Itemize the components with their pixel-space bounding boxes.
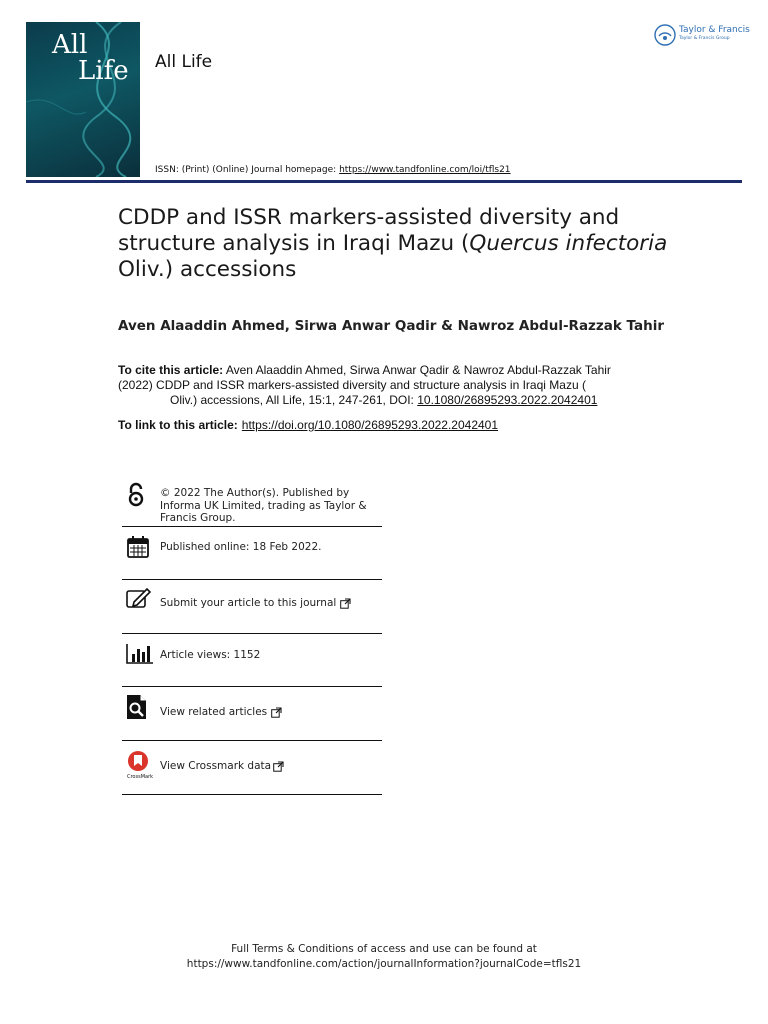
crossmark-link[interactable]	[160, 760, 284, 773]
publisher-tagline: Taylor & Francis Group	[679, 36, 730, 41]
issn-prefix: ISSN: (Print) (Online) Journal homepage:	[155, 165, 340, 175]
document-search-icon	[126, 694, 148, 720]
crossmark-text: View Crossmark data	[160, 760, 272, 772]
footer	[0, 942, 768, 972]
external-link-icon	[271, 707, 282, 718]
title-species-italic: Quercus infectoria	[469, 231, 668, 256]
submit-article-link[interactable]	[160, 597, 351, 610]
article-views: Article views: 1152	[160, 649, 261, 661]
related-row[interactable]	[122, 687, 382, 741]
related-articles-text: View related articles	[160, 706, 268, 718]
article-info-list	[122, 478, 382, 795]
open-access-text: © 2022 The Author(s). Published by Informa UK Limited, trading as Taylor & Francis Group.	[160, 487, 367, 524]
related-articles-link[interactable]	[160, 706, 282, 719]
article-authors: Aven Alaaddin Ahmed, Sirwa Anwar Qadir & Nawroz Abdul-Razzak Tahir	[118, 318, 665, 334]
citation-text-1: Aven Alaaddin Ahmed, Sirwa Anwar Qadir & Nawroz Abdul-Razzak Tahir (2022) CDDP and ISSR markers-assisted diversity and structure analysis in Iraqi Mazu (	[118, 363, 611, 392]
journal-cover-image	[26, 22, 140, 177]
views-row	[122, 634, 382, 687]
citation-label: To cite this article:	[118, 363, 224, 377]
article-title	[118, 205, 678, 283]
submit-row[interactable]	[122, 580, 382, 634]
publisher-logo-icon	[654, 24, 676, 46]
citation-text-2: Oliv.) accessions, All Life, 15:1, 247-261, DOI:	[170, 393, 418, 407]
citation-block	[118, 363, 638, 408]
citation-doi-link[interactable]: 10.1080/26895293.2022.2042401	[417, 393, 598, 407]
title-part-2: Oliv.) accessions	[118, 257, 297, 282]
crossmark-row[interactable]	[122, 741, 382, 795]
citation-line-indented	[118, 393, 638, 408]
external-link-icon	[340, 598, 351, 609]
journal-name: All Life	[155, 52, 213, 72]
submit-article-text: Submit your article to this journal	[160, 597, 337, 609]
cover-title-all: All	[52, 30, 88, 60]
title-part-1: CDDP and ISSR markers-assisted diversity and structure analysis in Iraqi Mazu (	[118, 205, 620, 256]
article-link-label: To link to this article:	[118, 418, 238, 432]
published-date: Published online: 18 Feb 2022.	[160, 541, 322, 553]
edit-icon	[126, 588, 152, 610]
publisher-logo[interactable]	[654, 22, 750, 48]
article-link-block	[118, 418, 498, 432]
footer-terms-url[interactable]: https://www.tandfonline.com/action/journalInformation?journalCode=tfls21	[186, 958, 582, 970]
header-rule	[26, 180, 742, 183]
cover-title-life: Life	[78, 56, 129, 86]
external-link-icon	[273, 761, 284, 772]
open-access-row	[122, 478, 382, 527]
journal-homepage-link[interactable]: https://www.tandfonline.com/loi/tfls21	[339, 165, 511, 175]
article-doi-url[interactable]: https://doi.org/10.1080/26895293.2022.2042401	[241, 418, 499, 432]
bar-chart-icon	[126, 643, 154, 665]
calendar-icon	[126, 535, 150, 559]
footer-terms-text: Full Terms & Conditions of access and use can be found at	[231, 943, 537, 955]
publisher-name: Taylor & Francis	[679, 25, 750, 35]
open-access-icon	[126, 482, 146, 508]
issn-line	[155, 165, 511, 175]
published-row	[122, 527, 382, 580]
crossmark-logo-text: CrossMark	[127, 774, 154, 780]
